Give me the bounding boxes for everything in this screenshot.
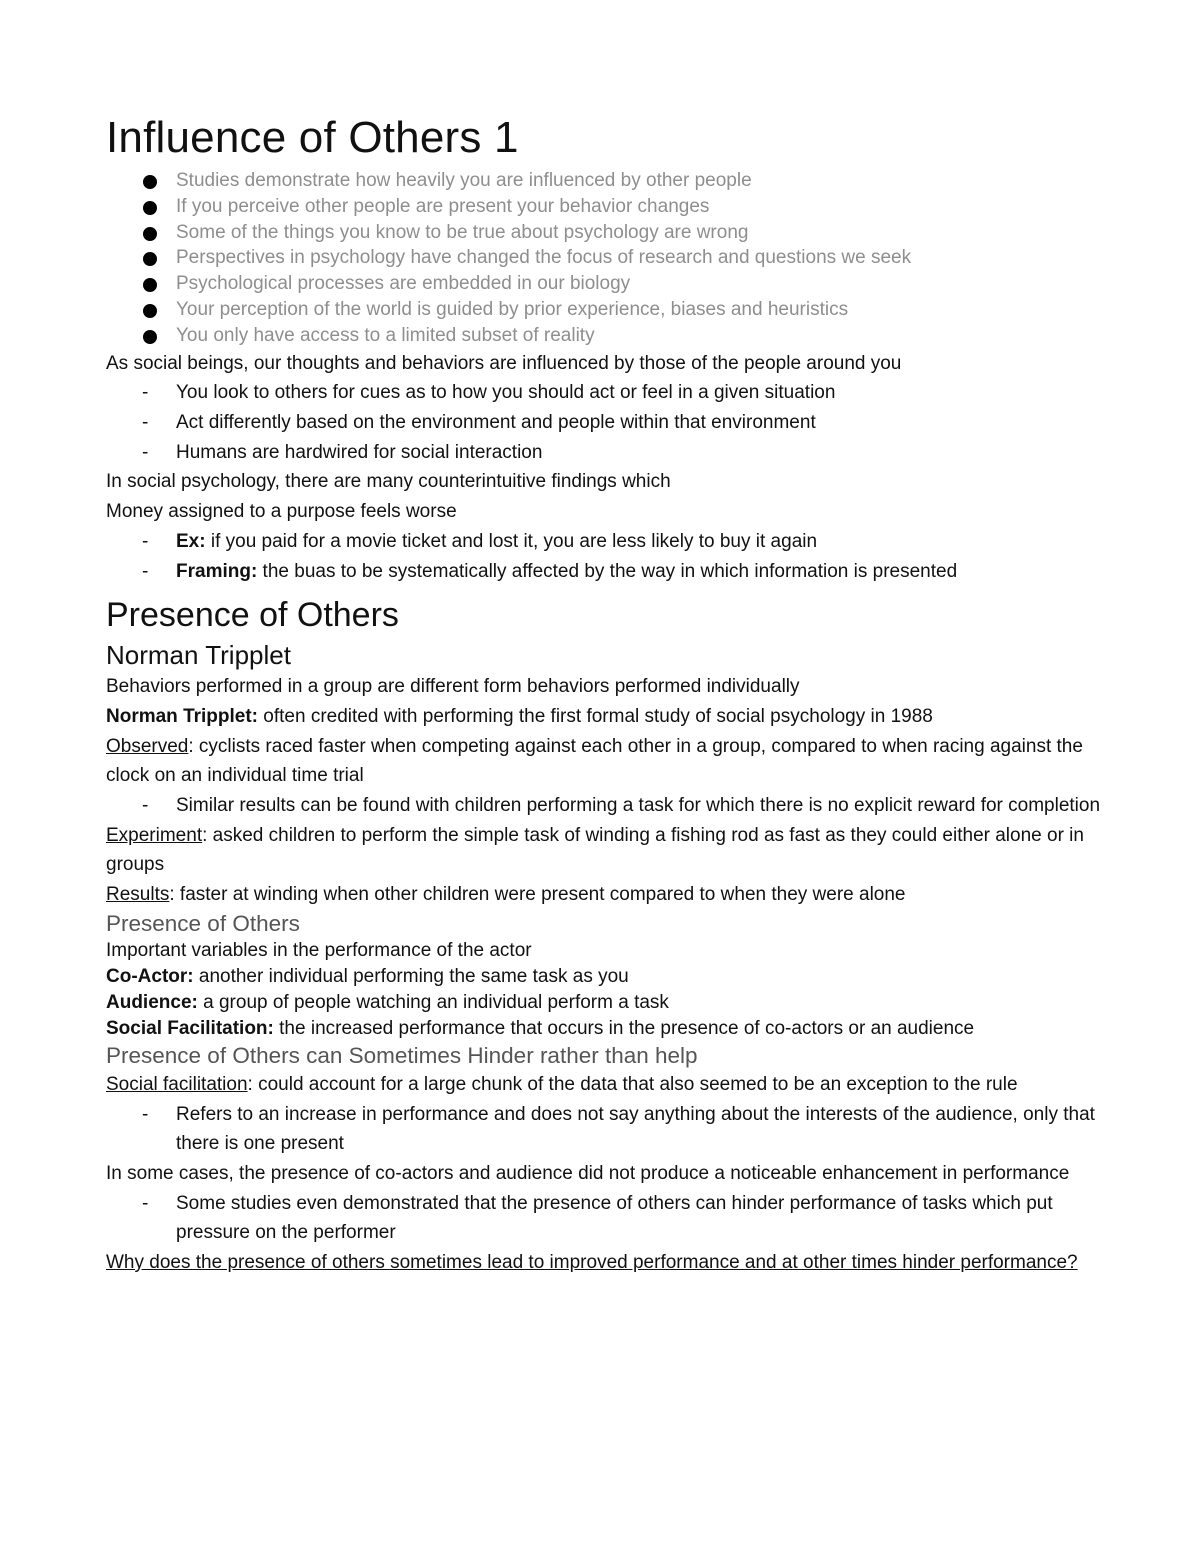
list-item: - Refers to an increase in performance and does not say anything about the interests of the audience, only that there is one present [106, 1100, 1106, 1159]
list-item: Some of the things you know to be true about psychology are wrong [106, 220, 1106, 246]
money-text: Money assigned to a purpose feels worse [106, 501, 457, 523]
dash-icon: - [142, 530, 149, 552]
list-item: - Framing: the buas to be systematically affected by the way in which information is presented [106, 557, 1106, 587]
dash-icon: - [142, 382, 149, 404]
bullet-dot-icon [143, 278, 157, 292]
list-item: You only have access to a limited subset of reality [106, 323, 1106, 349]
results-text: Results: faster at winding when other children were present compared to when they were alone [106, 884, 906, 906]
list-item: Psychological processes are embedded in our biology [106, 271, 1106, 297]
document-title: Influence of Others 1 [106, 113, 519, 162]
bullet-dot-icon [143, 201, 157, 215]
bullet-dot-icon [143, 227, 157, 241]
list-item: - You look to others for cues as to how you should act or feel in a given situation [106, 378, 1106, 408]
facilitation-text: Social Facilitation: the increased performance that occurs in the presence of co-actors or an audience [106, 1017, 975, 1039]
list-item: Studies demonstrate how heavily you are influenced by other people [106, 168, 1106, 194]
list-item: If you perceive other people are present your behavior changes [106, 194, 1106, 220]
tripplet-heading: Norman Tripplet [106, 640, 291, 671]
bullet-dot-icon [143, 304, 157, 318]
dash-icon: - [142, 1192, 149, 1214]
social-facilitation-text: Social facilitation: could account for a large chunk of the data that also seemed to be an exception to the rule [106, 1073, 1018, 1095]
presence-heading: Presence of Others [106, 596, 399, 635]
list-item: Your perception of the world is guided by prior experience, biases and heuristics [106, 297, 1106, 323]
behaviors-text: Behaviors performed in a group are different form behaviors performed individually [106, 676, 800, 698]
hinder-heading: Presence of Others can Sometimes Hinder rather than help [106, 1042, 698, 1068]
document-page [106, 108, 1106, 1278]
similar-list [106, 791, 1106, 821]
bullet-dot-icon [143, 252, 157, 266]
list-item: - Similar results can be found with children performing a task for which there is no explicit reward for completion [106, 791, 1106, 821]
list-item: - Ex: if you paid for a movie ticket and lost it, you are less likely to buy it again [106, 527, 1106, 557]
list-item: - Some studies even demonstrated that the presence of others can hinder performance of tasks which put pressure on the performer [106, 1189, 1106, 1248]
variables-text: Important variables in the performance of the actor [106, 939, 532, 961]
intro-bullet-list [106, 168, 1106, 349]
money-list [106, 527, 1106, 586]
tripplet-credit-text: Norman Tripplet: often credited with performing the first formal study of social psychology in 1988 [106, 705, 933, 727]
dash-icon: - [142, 441, 149, 463]
social-beings-list [106, 378, 1106, 467]
list-item: - Act differently based on the environment and people within that environment [106, 408, 1106, 438]
counterintuitive-text: In social psychology, there are many counterintuitive findings which [106, 471, 671, 493]
coactor-text: Co-Actor: another individual performing the same task as you [106, 965, 629, 987]
question-text: Why does the presence of others sometimes lead to improved performance and at other times hinder performance? [106, 1252, 1078, 1274]
bullet-dot-icon [143, 175, 157, 189]
dash-icon: - [142, 1103, 149, 1125]
experiment-text: Experiment: asked children to perform the simple task of winding a fishing rod as fast as they could either alone or in groups [106, 824, 1084, 876]
presence-sub-heading: Presence of Others [106, 910, 300, 936]
some-studies-list [106, 1189, 1106, 1248]
bullet-dot-icon [143, 330, 157, 344]
audience-text: Audience: a group of people watching an individual perform a task [106, 991, 669, 1013]
ex-label: Ex: [176, 530, 206, 552]
dash-icon: - [142, 560, 149, 582]
social-beings-text: As social beings, our thoughts and behaviors are influenced by those of the people around you [106, 352, 902, 374]
refers-list [106, 1100, 1106, 1159]
dash-icon: - [142, 795, 149, 817]
dash-icon: - [142, 411, 149, 433]
list-item: - Humans are hardwired for social interaction [106, 438, 1106, 468]
list-item: Perspectives in psychology have changed the focus of research and questions we seek [106, 245, 1106, 271]
observed-text: Observed: cyclists raced faster when competing against each other in a group, compared to when racing against the clock on an individual time trial [106, 735, 1083, 787]
some-cases-text: In some cases, the presence of co-actors and audience did not produce a noticeable enhancement in performance [106, 1162, 1070, 1184]
presence-sub-block [106, 938, 1106, 1042]
framing-label: Framing: [176, 560, 258, 582]
